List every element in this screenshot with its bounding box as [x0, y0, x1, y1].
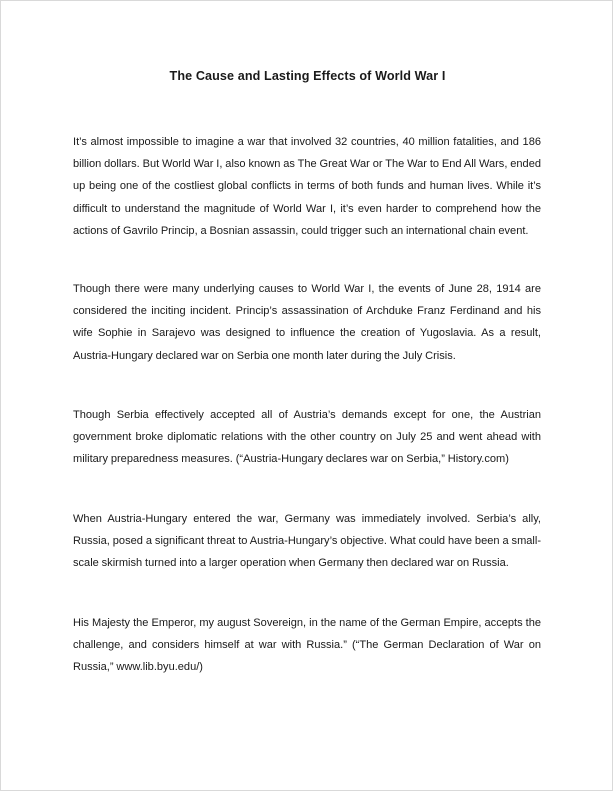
paragraph-causes: Though there were many underlying causes to World War I, the events of June 28, 1914 are considered the inciting incident. Princip’s assassination of Archduke Franz Ferdinand and his wife Sophie in Sarajevo was designed to influence the creation of Yugoslavia. As a result, Austria-Hungary declared war on Serbia one month later during the July Crisis. — [73, 283, 541, 362]
document-title: The Cause and Lasting Effects of World War I — [169, 69, 446, 83]
paragraph-serbia: Though Serbia effectively accepted all of Austria’s demands except for one, the Austrian government broke diplomatic relations with the other country on July 25 and went ahead with military preparedness measures. (“Austria-Hungary declares war on Serbia,” History.com) — [73, 409, 541, 466]
paragraph-quote: His Majesty the Emperor, my august Sovereign, in the name of the German Empire, accepts the challenge, and considers himself at war with Russia.” (“The German Declaration of War on Russia,” www.lib.byu.edu/) — [73, 617, 541, 674]
paragraph-intro: It’s almost impossible to imagine a war that involved 32 countries, 40 million fatalities, and 186 billion dollars. But World War I, also known as The Great War or The War to End All Wars, ended up being one of the costliest global conflicts in terms of both funds and human lives. While it’s difficult to understand the magnitude of World War I, it’s even harder to comprehend how the actions of Gavrilo Princip, a Bosnian assassin, could trigger such an international chain event. — [73, 136, 541, 237]
paragraph-germany: When Austria-Hungary entered the war, Germany was immediately involved. Serbia’s ally, Russia, posed a significant threat to Austria-Hungary’s objective. What could have been a small-scale skirmish turned into a larger operation when Germany then declared war on Russia. — [73, 513, 541, 570]
